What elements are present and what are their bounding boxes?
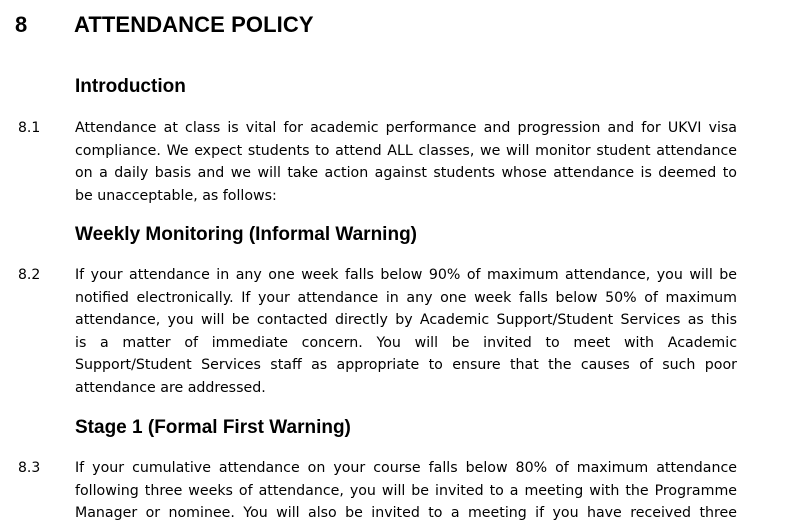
paragraph-8-3	[75, 457, 737, 525]
paragraph-number-8-1: 8.1	[18, 120, 41, 136]
paragraph-number-8-2: 8.2	[18, 267, 41, 283]
paragraph-line: Manager or nominee. You will also be invited to a meeting if you have received three	[75, 505, 737, 521]
paragraph-line: compliance. We expect students to attend ALL classes, we will monitor student attendance	[75, 142, 737, 159]
paragraph-line: attendance are addressed.	[75, 379, 266, 396]
section-number: 8	[15, 12, 28, 37]
subheading-stage-1: Stage 1 (Formal First Warning)	[75, 417, 351, 438]
paragraph-8-1	[75, 117, 737, 207]
subheading-weekly-monitoring: Weekly Monitoring (Informal Warning)	[75, 224, 417, 245]
paragraph-line: If your cumulative attendance on your course falls below 80% of maximum attendance	[75, 460, 737, 476]
paragraph-line: following three weeks of attendance, you will be invited to a meeting with the Programme	[75, 482, 737, 499]
paragraph-line: Support/Student Services staff as appropriate to ensure that the causes of such poor	[75, 357, 737, 373]
paragraph-number-8-3: 8.3	[18, 460, 41, 476]
section-title: ATTENDANCE POLICY	[74, 12, 314, 37]
paragraph-line: If your attendance in any one week falls below 90% of maximum attendance, you will be	[75, 267, 737, 283]
paragraph-line: notified electronically. If your attendance in any one week falls below 50% of maximum	[75, 289, 737, 306]
paragraph-line: be unacceptable, as follows:	[75, 187, 277, 204]
paragraph-8-2	[75, 264, 737, 399]
subheading-introduction: Introduction	[75, 76, 186, 97]
paragraph-line: Attendance at class is vital for academic performance and progression and for UKVI visa	[75, 120, 737, 136]
paragraph-line: attendance, you will be contacted directly by Academic Support/Student Services as this	[75, 312, 737, 328]
paragraph-line: on a daily basis and we will take action against students whose attendance is deemed to	[75, 165, 737, 181]
paragraph-line: is a matter of immediate concern. You will be invited to meet with Academic	[75, 334, 737, 351]
